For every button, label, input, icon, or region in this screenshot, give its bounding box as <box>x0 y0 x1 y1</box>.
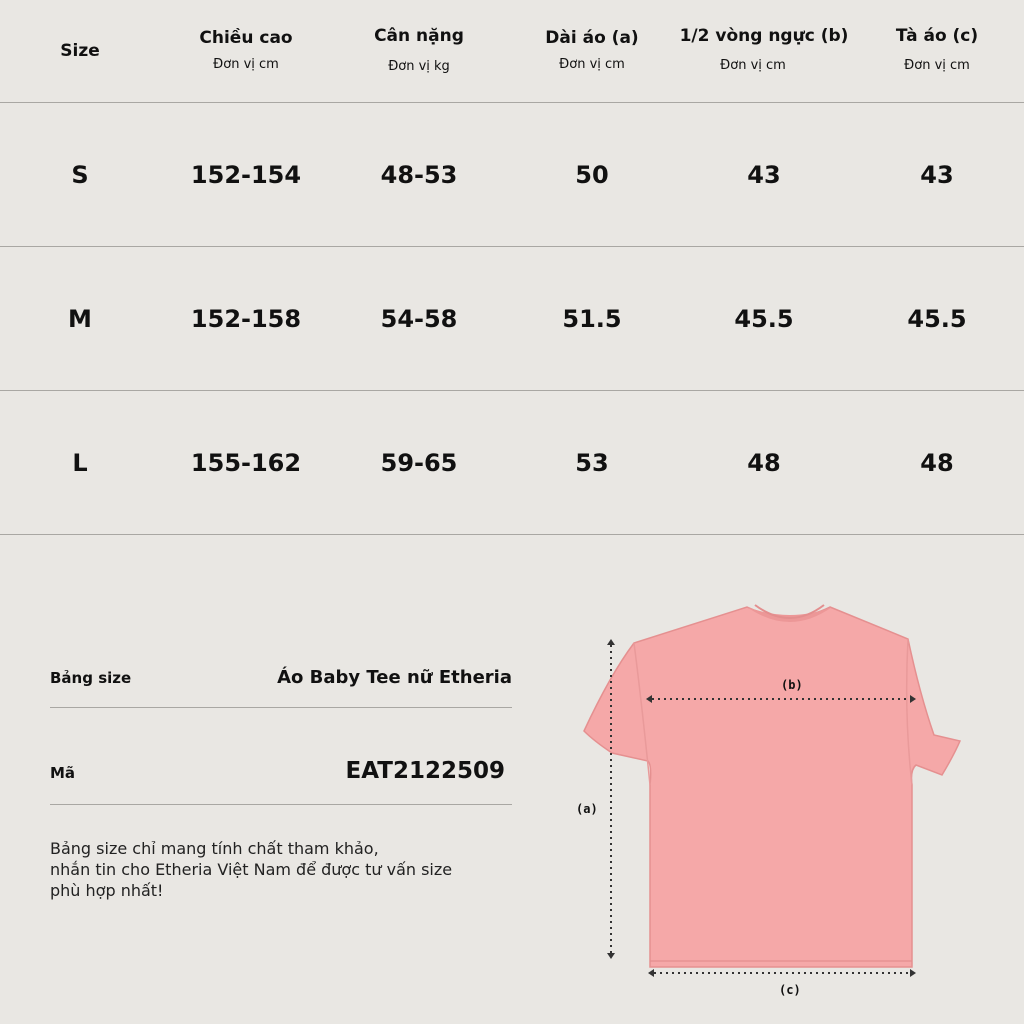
cell-height: 155-162 <box>190 449 302 477</box>
size-note <box>50 838 520 901</box>
code-label: Mã <box>50 764 76 782</box>
divider <box>50 804 512 805</box>
cell-chest: 48 <box>747 449 781 477</box>
cell-hem: 43 <box>920 161 954 189</box>
note-line: Bảng size chỉ mang tính chất tham khảo, <box>50 839 379 858</box>
table-header <box>0 0 1024 103</box>
header-size: Size <box>60 41 100 61</box>
cell-weight: 48-53 <box>380 161 458 189</box>
cell-size: S <box>71 161 89 189</box>
header-hem: Tà áo (c) <box>895 26 979 46</box>
tshirt-illustration <box>570 595 990 1005</box>
label-a: (a) <box>576 802 598 816</box>
note-line: phù hợp nhất! <box>50 881 164 900</box>
table-row <box>0 391 1024 535</box>
header-height: Chiều cao <box>199 28 293 48</box>
cell-size: L <box>72 449 88 477</box>
header-length-unit: Đơn vị cm <box>559 57 625 72</box>
header-hem-unit: Đơn vị cm <box>904 58 970 73</box>
tshirt-diagram <box>570 595 990 1005</box>
size-chart-row <box>50 667 512 691</box>
product-code: EAT2122509 <box>345 758 505 784</box>
product-name: Áo Baby Tee nữ Etheria <box>277 667 512 688</box>
cell-height: 152-154 <box>190 161 302 189</box>
cell-size: M <box>68 305 92 333</box>
cell-chest: 43 <box>747 161 781 189</box>
cell-hem: 45.5 <box>907 305 967 333</box>
divider <box>50 707 512 708</box>
header-height-unit: Đơn vị cm <box>213 57 279 72</box>
cell-chest: 45.5 <box>734 305 794 333</box>
header-chest: 1/2 vòng ngực (b) <box>679 26 849 46</box>
header-weight-unit: Đơn vị kg <box>388 59 450 74</box>
table-row <box>0 103 1024 247</box>
cell-hem: 48 <box>920 449 954 477</box>
label-c: (c) <box>779 983 801 997</box>
size-chart-label: Bảng size <box>50 669 132 687</box>
header-length: Dài áo (a) <box>545 28 639 48</box>
cell-weight: 59-65 <box>380 449 458 477</box>
cell-length: 53 <box>575 449 609 477</box>
header-chest-unit: Đơn vị cm <box>720 58 786 73</box>
cell-length: 50 <box>575 161 609 189</box>
tshirt-body <box>584 607 960 967</box>
note-line: nhắn tin cho Etheria Việt Nam để được tư vấn size <box>50 860 453 879</box>
header-weight: Cân nặng <box>374 26 464 46</box>
cell-length: 51.5 <box>562 305 622 333</box>
table-row <box>0 247 1024 391</box>
cell-height: 152-158 <box>190 305 302 333</box>
label-b: (b) <box>781 678 803 692</box>
code-row <box>50 758 512 786</box>
cell-weight: 54-58 <box>380 305 458 333</box>
